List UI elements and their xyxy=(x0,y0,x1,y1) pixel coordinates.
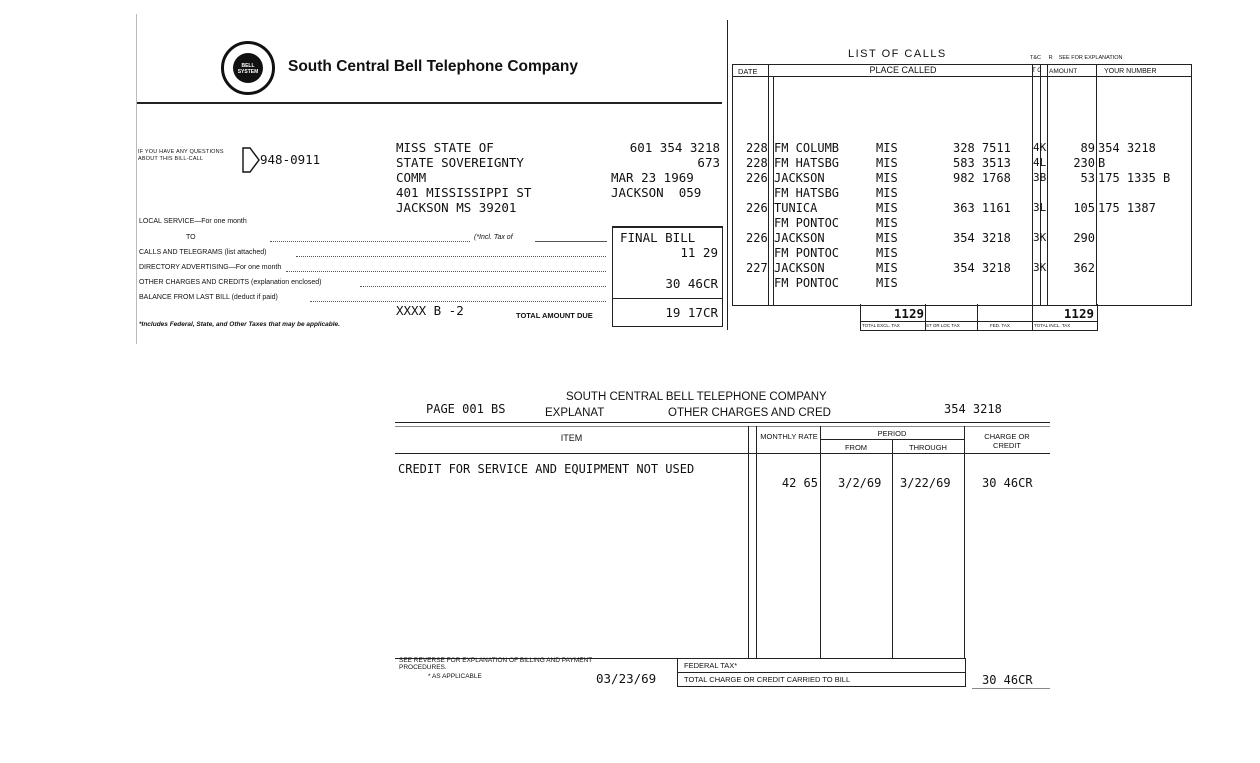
col-your-number: YOUR NUMBER xyxy=(1104,68,1157,75)
col-amount: AMOUNT xyxy=(1049,68,1078,75)
calls-title: LIST OF CALLS xyxy=(848,48,947,60)
call-date: 228 xyxy=(746,141,768,155)
company-name: South Central Bell Telephone Company xyxy=(288,58,578,75)
customer-line-5: JACKSON MS 39201 xyxy=(396,200,517,215)
call-state: MIS xyxy=(876,261,898,275)
customer-line-4: 401 MISSISSIPPI ST xyxy=(396,185,532,200)
ex-col-charge: CHARGE OR CREDIT xyxy=(984,432,1030,450)
ex-col-monthly: MONTHLY RATE xyxy=(760,432,818,441)
tot-rule xyxy=(860,321,1097,322)
ex-head-rule xyxy=(395,453,1050,454)
call-amount: 105 xyxy=(1073,201,1095,215)
ex-row-monthly: 42 65 xyxy=(781,476,818,490)
dots-balance xyxy=(310,301,606,302)
call-place: FM PONTOC xyxy=(774,216,840,230)
col-place: PLACE CALLED xyxy=(869,65,937,75)
call-date: 227 xyxy=(746,261,768,275)
ex-foot-note: SEE REVERSE FOR EXPLANATION OF BILLING AND PAYMENT PROCEDURES. xyxy=(399,657,593,671)
col-div-amount xyxy=(1096,64,1097,305)
ex-total-underline xyxy=(972,688,1050,689)
call-amount: 362 xyxy=(1073,261,1095,275)
customer-line-2: STATE SOVEREIGNTY xyxy=(396,155,524,170)
ex-of-other: OTHER CHARGES AND CRED xyxy=(668,407,831,419)
account-code: 673 xyxy=(697,155,720,170)
call-date: 226 xyxy=(746,231,768,245)
amount-rule xyxy=(612,298,722,299)
call-tc: 3K xyxy=(1033,231,1047,244)
ex-col-through: THROUGH xyxy=(909,443,947,452)
tot-div3 xyxy=(1032,304,1033,331)
call-state: MIS xyxy=(876,141,898,155)
ex-row-from: 3/2/69 xyxy=(838,476,882,490)
call-amount: 290 xyxy=(1073,231,1095,245)
incl-tax-label: (*Incl. Tax of xyxy=(474,234,513,241)
ex-phone: 354 3218 xyxy=(944,402,1002,416)
dots-other xyxy=(360,286,606,287)
balance-label: BALANCE FROM LAST BILL (deduct if paid) xyxy=(139,294,278,301)
call-tc: 3K xyxy=(1033,261,1047,274)
call-number: 354 3218 xyxy=(953,261,1011,275)
ex-top-rule2 xyxy=(395,426,1050,427)
arrow-icon xyxy=(242,147,256,173)
call-tc: 3B xyxy=(1033,171,1047,184)
call-state: MIS xyxy=(876,186,898,200)
call-number: 982 1768 xyxy=(953,171,1011,185)
call-state: MIS xyxy=(876,156,898,170)
ex-period-rule xyxy=(820,439,964,440)
call-state: MIS xyxy=(876,201,898,215)
ex-col-item: ITEM xyxy=(560,433,583,443)
ex-federal-tax: FEDERAL TAX* xyxy=(684,661,738,670)
call-state: MIS xyxy=(876,216,898,230)
col-tc: T C xyxy=(1032,68,1042,74)
account-number: 601 354 3218 xyxy=(629,140,720,155)
call-tc: 4K xyxy=(1033,141,1047,154)
bell-logo: BELL SYSTEM xyxy=(221,41,275,95)
ex-date: 03/23/69 xyxy=(596,671,657,686)
calls-header-rule xyxy=(732,76,1191,77)
bill-code: XXXX B -2 xyxy=(396,303,464,318)
call-amount: 230 xyxy=(1073,156,1095,170)
bill-date: MAR 23 1969 xyxy=(611,170,694,185)
calls-label: CALLS AND TELEGRAMS (list attached) xyxy=(139,249,267,256)
footnote: *Includes Federal, State, and Other Taxes that may be applicable. xyxy=(139,321,340,328)
call-place: JACKSON xyxy=(774,231,825,245)
call-place: FM COLUMB xyxy=(774,141,840,155)
call-place: FM PONTOC xyxy=(774,246,840,260)
call-state: MIS xyxy=(876,231,898,245)
other-label: OTHER CHARGES AND CREDITS (explanation enclosed) xyxy=(139,279,322,286)
total-excl-tax: 1129 xyxy=(893,306,924,321)
call-date: 226 xyxy=(746,171,768,185)
directory-label: DIRECTORY ADVERTISING—For one month xyxy=(139,264,282,271)
questions-label: IF YOU HAVE ANY QUESTIONS ABOUT THIS BILL-CALL xyxy=(138,149,224,162)
label-fed-tax: FED. TAX xyxy=(990,323,1010,328)
questions-phone: 948-0911 xyxy=(260,152,321,167)
ex-as-applicable: * AS APPLICABLE xyxy=(428,673,482,680)
ex-row-through: 3/22/69 xyxy=(900,476,951,490)
dots-calls xyxy=(296,256,606,257)
call-your-number: B xyxy=(1098,156,1106,170)
incl-tax-line xyxy=(535,241,607,242)
ex-col-period: PERIOD xyxy=(877,429,907,438)
call-place: TUNICA xyxy=(774,201,818,215)
other-amount: 30 46CR xyxy=(665,276,718,291)
col-date: DATE xyxy=(738,67,758,76)
ex-total: 30 46CR xyxy=(982,673,1033,687)
ex-explanat: EXPLANAT xyxy=(545,407,605,419)
label-excl-tax: TOTAL EXCL. TAX xyxy=(862,323,900,328)
call-amount: 89 xyxy=(1080,141,1095,155)
total-incl-tax: 1129 xyxy=(1063,306,1094,321)
ex-row-charge: 30 46CR xyxy=(982,476,1033,490)
ex-div-item2 xyxy=(756,426,757,658)
dots-directory xyxy=(286,271,606,272)
customer-line-1: MISS STATE OF xyxy=(396,140,494,155)
total-label: TOTAL AMOUNT DUE xyxy=(516,311,593,320)
call-your-number: 175 1335 B xyxy=(1098,171,1171,185)
call-number: 328 7511 xyxy=(953,141,1011,155)
call-amount: 53 xyxy=(1080,171,1095,185)
call-date: 226 xyxy=(746,201,768,215)
col-div-date xyxy=(768,64,769,305)
call-number: 583 3513 xyxy=(953,156,1011,170)
calls-left-edge xyxy=(727,20,728,330)
final-bill-label: FINAL BILL xyxy=(620,230,696,245)
stub-left-edge xyxy=(136,14,137,344)
label-incl-tax: TOTAL INCL. TAX xyxy=(1034,323,1071,328)
header-rule xyxy=(137,102,722,104)
ex-page: PAGE 001 BS xyxy=(426,402,506,416)
call-state: MIS xyxy=(876,246,898,260)
call-place: FM PONTOC xyxy=(774,276,840,290)
call-place: JACKSON xyxy=(774,171,825,185)
label-state-tax: ST OR LOC TAX xyxy=(926,323,960,328)
call-your-number: 175 1387 xyxy=(1098,201,1156,215)
call-place: FM HATSBG xyxy=(774,156,840,170)
ex-div-through xyxy=(964,426,965,658)
ex-div-from xyxy=(892,440,893,658)
total-amount: 19 17CR xyxy=(665,305,718,320)
calls-amount: 11 29 xyxy=(680,245,718,260)
ex-company: SOUTH CENTRAL BELL TELEPHONE COMPANY xyxy=(566,391,827,403)
call-tc: 3L xyxy=(1033,201,1047,214)
customer-line-3: COMM xyxy=(396,170,427,185)
call-your-number: 354 3218 xyxy=(1098,141,1156,155)
ex-total-label: TOTAL CHARGE OR CREDIT CARRIED TO BILL xyxy=(684,675,851,684)
calls-header-right: T&C R SEE FOR EXPLANATION xyxy=(1030,55,1123,61)
local-service-label: LOCAL SERVICE—For one month xyxy=(139,218,247,225)
call-number: 363 1161 xyxy=(953,201,1011,215)
call-date: 228 xyxy=(746,156,768,170)
call-number: 354 3218 xyxy=(953,231,1011,245)
dots-to xyxy=(270,241,470,242)
call-place: JACKSON xyxy=(774,261,825,275)
to-label: TO xyxy=(186,234,196,241)
ex-div-monthly xyxy=(820,426,821,658)
ex-row-item: CREDIT FOR SERVICE AND EQUIPMENT NOT USED xyxy=(398,462,695,476)
ex-top-rule xyxy=(395,422,1050,423)
ex-div-item xyxy=(748,426,749,658)
tot-div2 xyxy=(977,304,978,331)
ex-col-from: FROM xyxy=(844,443,868,452)
call-tc: 4L xyxy=(1033,156,1047,169)
bill-office: JACKSON 059 xyxy=(611,185,702,200)
call-state: MIS xyxy=(876,276,898,290)
call-place: FM HATSBG xyxy=(774,186,840,200)
ex-total-box-rule xyxy=(677,672,965,673)
call-state: MIS xyxy=(876,171,898,185)
